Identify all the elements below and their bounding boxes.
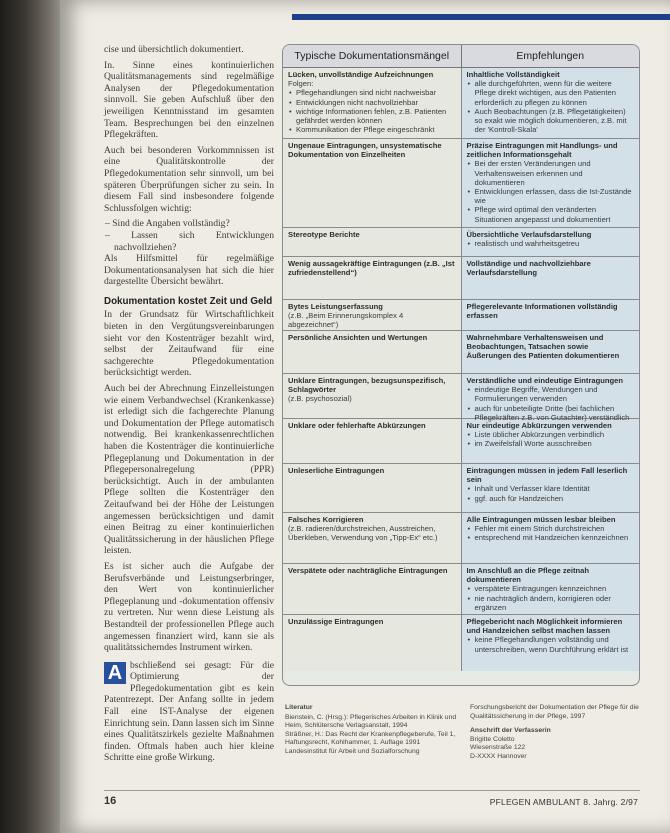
table-row <box>283 564 639 615</box>
cell-bullet: • im Zweifelsfall Worte ausschreiben <box>467 439 635 448</box>
recommendation-cell <box>462 300 640 330</box>
defect-cell <box>283 564 462 614</box>
cell-bullet: • ggf. auch für Handzeichen <box>467 494 635 503</box>
cell-heading: Verspätete oder nachträgliche Eintragungen <box>288 566 448 575</box>
cell-heading: Stereotype Berichte <box>288 230 360 239</box>
cell-bullet: • entsprechend mit Handzeichen kennzeichnen <box>467 533 635 542</box>
section-paragraph-3: Es ist sicher auch die Aufgabe der Berufsverbände und Leistungserbringer, den Wert von kontinuierlicher Pflegeplanung und -dokumentation offensiv zu vertreten. Nur wenn diese Leistung als Bestandteil der professionellen Pflege auch angemessen finanziert wird, kann sie als qualitätssicherndes Instrument wirken. <box>104 560 274 654</box>
recommendation-cell <box>462 331 640 373</box>
cell-bullet: • verspätete Eintragungen kennzeichnen <box>467 584 635 593</box>
cell-heading: Wenig aussagekräftige Eintragungen (z.B. „Ist zufriedenstellend“) <box>288 259 455 278</box>
section-paragraph-1: In der Grundsatz für Wirtschaftlichkeit bieten in den Vergütungsvereinbarungen sieht vor den Kostenträger bezahlt wird, selbst der Zeitaufwand für eine sachgerechte Pflegedokumentation berücksichtigt werden. <box>104 309 274 379</box>
recommendation-cell <box>462 513 640 563</box>
cell-bullet: • Pflegehandlungen sind nicht nachweisbar <box>288 88 456 97</box>
author-city: D-XXXX Hannover <box>470 752 527 760</box>
literature-item: Bienstein, C. (Hrsg.): Pflegerisches Arbeiten in Klinik und Heim, Schlütersche Verlagsanstalt, 1994 <box>285 713 457 730</box>
cell-heading: Übersichtliche Verlaufsdarstellung <box>466 230 592 239</box>
cell-bullet: • eindeutige Begriffe, Wendungen und Formulierungen verwenden <box>467 385 635 403</box>
cell-heading: Nur eindeutige Abkürzungen verwenden <box>466 421 612 430</box>
defect-cell <box>283 513 462 563</box>
literature-title: Literatur <box>285 704 313 711</box>
defect-cell <box>283 464 462 512</box>
literature-box <box>285 704 461 757</box>
section-heading: Dokumentation kostet Zeit und Geld <box>104 295 273 307</box>
cell-heading: Falsches Korrigieren <box>288 515 364 524</box>
recommendation-cell <box>462 68 640 138</box>
defect-cell <box>283 419 462 463</box>
cell-heading: Persönliche Ansichten und Wertungen <box>288 333 428 342</box>
footer-rule <box>104 790 640 791</box>
recommendation-cell <box>462 419 640 463</box>
running-title: PFLEGEN AMBULANT 8. Jahrg. 2/97 <box>489 797 638 807</box>
table-row <box>283 419 639 464</box>
defect-cell <box>283 257 462 299</box>
cell-heading: Unklare Eintragungen, bezugsunspezifisch, Schlagwörter <box>288 376 446 395</box>
header-defects: Typische Dokumentationsmängel <box>283 45 462 68</box>
table-row <box>283 374 639 422</box>
table-row <box>283 615 639 671</box>
author-street: Wiesenstraße 122 <box>470 744 526 752</box>
table-row <box>283 257 639 300</box>
cell-heading: Wahrnehmbare Verhaltensweisen und Beobachtungen, Tatsachen sowie Äußerungen des Patienten dokumentieren <box>466 333 620 361</box>
cell-bullet: • nie nachträglich ändern, korrigieren oder ergänzen <box>467 594 635 612</box>
question-bullet-1: – Sind die Angaben vollständig? <box>105 218 230 230</box>
recommendation-cell <box>462 564 640 614</box>
cell-bullet: • Auch Beobachtungen (z.B. Pflegetätigkeiten) so exakt wie möglich dokumentieren, z.B. mit der 'Kontroll-Skala' <box>467 107 635 135</box>
recommendation-cell <box>462 139 640 227</box>
recommendation-cell <box>462 374 640 422</box>
defect-cell <box>283 331 462 373</box>
cell-bullet: • realistisch und wahrheitsgetreu <box>467 239 635 248</box>
header-color-bar <box>292 14 670 20</box>
defect-cell <box>283 615 462 671</box>
cell-bullet: • Fehler mit einem Strich durchstreichen <box>467 524 635 533</box>
intro-paragraph-1: cise und übersichtlich dokumentiert. <box>104 44 244 55</box>
cell-bullet: • Inhalt und Verfasser klare Identität <box>467 484 635 493</box>
header-recommendations: Empfehlungen <box>462 45 640 68</box>
page-number: 16 <box>104 795 117 807</box>
table-row <box>283 139 639 228</box>
cell-heading: Alle Eintragungen müssen lesbar bleiben <box>466 515 616 524</box>
cell-heading: Unklare oder fehlerhafte Abkürzungen <box>288 421 426 430</box>
cell-subtext: (z.B. „Beim Erinnerungskomplex 4 abgezeichnet“) <box>288 311 404 330</box>
defect-cell <box>283 68 462 138</box>
recommendation-cell <box>462 615 640 671</box>
cell-heading: Vollständige und nachvollziehbare Verlaufsdarstellung <box>466 259 591 278</box>
intro-paragraph-3: Auch bei besonderen Vorkommnissen ist eine Qualitätskontrolle der Pflegedokumentation sehr sinnvoll, um bei späteren Überprüfungen sicher zu sein. In diesem Fall sind insbesondere folgende Schlussfolgen wichtig: <box>104 144 274 214</box>
cell-subtext: Folgen: <box>288 79 314 89</box>
closing-paragraph: A bschließend sei gesagt: Für die Optimierung der Pflegedokumentation gibt es kein Patentrezept. Der Anfang sollte in jedem Fall eine IST-Analyse der eigenen Einrichtung sein. Dann lassen sich im Sinne eines Qualitätszirkels gezielte Maßnahmen finden. Oftmals haben auch hier kleine Schritte eine große Wirkung. <box>104 659 274 764</box>
cell-bullet: • auch für unbeteiligte Dritte (bei fachlichen Pflegekräften z.B. von Gutachter) verständlich <box>467 404 635 422</box>
defect-cell <box>283 139 462 227</box>
defect-cell <box>283 300 462 330</box>
cell-heading: Im Anschluß an die Pflege zeitnah dokumentieren <box>466 566 590 585</box>
cell-heading: Präzise Eintragungen mit Handlungs- und zeitlichen Informationsgehalt <box>466 141 618 160</box>
cell-bullet: • Bei der ersten Veränderungen und Verhaltensweisen erkennen und dokumentieren <box>467 159 635 187</box>
drop-cap: A <box>104 662 126 684</box>
recommendation-cell <box>462 228 640 256</box>
table-row <box>283 68 639 139</box>
cell-heading: Verständliche und eindeutige Eintragungen <box>466 376 624 385</box>
cell-heading: Unzulässige Eintragungen <box>288 617 384 626</box>
cell-heading: Pflegebericht nach Möglichkeit informieren und Handzeichen selbst machen lassen <box>466 617 623 636</box>
literature-item: Landesinstitut für Arbeit und Sozialforschung <box>285 747 420 755</box>
cell-bullet: • Entwicklungen erfassen, dass die Ist-Zustände wie <box>467 187 635 205</box>
cell-bullet: • Liste üblicher Abkürzungen verbindlich <box>467 430 635 439</box>
table-header <box>283 45 639 68</box>
table-body <box>283 68 639 671</box>
cell-heading: Bytes Leistungserfassung <box>288 302 383 311</box>
cell-heading: Pflegerelevante Informationen vollständig erfassen <box>466 302 618 321</box>
author-box <box>470 704 642 762</box>
defect-cell <box>283 374 462 418</box>
cell-bullet: • wichtige Informationen fehlen, z.B. Patienten gefährdet werden können <box>288 107 456 125</box>
table-row <box>283 300 639 331</box>
section-paragraph-2: Auch bei der Abrechnung Einzelleistungen wie einem Verbandwechsel (Krankenkasse) ist erledigt sich die fachgerechte Planung und Dokumentation der Pflege automatisch notwendig. Bei krankenkassenrechtlichen haben die Kostenträger die kontinuierliche Pflegeplanung und Dokumentation in der Pflegepersonalregelung (PPR) berücksichtigt. Auch in der ambulanten Pflege sollten die Kostenträger den Zeitaufwand bei der Höhe der Leistungen angemessen berücksichtigen und damit einen Beitrag zu einer kontinuierlichen Qualitätssicherung in der häuslichen Pflege leisten. <box>104 383 274 557</box>
table-row <box>283 464 639 513</box>
cell-heading: Inhaltliche Vollständigkeit <box>466 70 560 79</box>
research-note: Forschungsbericht der Dokumentation der Pflege für die Qualitätssicherung in der Pflege, 1997 <box>470 704 639 720</box>
cell-bullet: • Kommunikation der Pflege eingeschränkt <box>288 125 456 134</box>
cell-heading: Unleserliche Eintragungen <box>288 466 385 475</box>
cell-subtext: (z.B. radieren/durchstreichen, Ausstreichen, Überkleben, Verwendung von „Tipp-Ex“ etc.) <box>288 524 438 543</box>
cell-heading: Ungenaue Eintragungen, unsystematische Dokumentation von Einzelheiten <box>288 141 442 160</box>
cell-bullet: • Entwicklungen nicht nachvollziehbar <box>288 98 456 107</box>
author-name: Brigitte Coletto <box>470 735 515 743</box>
table-row <box>283 513 639 564</box>
question-bullet-2: – Lassen sich Entwicklungen nachvollziehen? <box>105 229 274 253</box>
defect-cell <box>283 228 462 256</box>
literature-item: Sträßner, H.: Das Recht der Krankenpflegeberufe, Teil 1, Haftungsrecht, Kohlhammer, 1. Auflage 1991 <box>285 730 456 747</box>
cell-bullet: • keine Pflegehandlungen vollständig und unterschreiben, wenn Durchführung erklärt ist <box>467 635 635 653</box>
recommendation-cell <box>462 464 640 512</box>
table-row <box>283 331 639 374</box>
cell-heading: Lücken, unvollständige Aufzeichnungen <box>288 70 434 79</box>
cell-bullet: • alle durchgeführten, wenn für die weitere Pflege direkt wichtigen, aus den Patienten erforderlich zu pflegen zu können <box>467 79 635 107</box>
article-text-column <box>104 44 274 768</box>
cell-bullet: • Pflege wird optimal den veränderten Situationen angepasst und dokumentiert <box>467 205 635 223</box>
documentation-table <box>282 44 640 686</box>
recommendation-cell <box>462 257 640 299</box>
cell-subtext: (z.B. psychosozial) <box>288 394 352 404</box>
cell-heading: Eintragungen müssen in jedem Fall leserlich sein <box>466 466 628 485</box>
author-heading: Anschrift der Verfasserin <box>470 727 551 735</box>
after-bullets-paragraph: Als Hilfsmittel für regelmäßige Dokumentationsanalysen hat sich die hier dargestellte Übersicht bewährt. <box>104 253 274 288</box>
intro-paragraph-2: In. Sinne eines kontinuierlichen Qualitätsmanagements sind regelmäßige Analysen der Pflegedokumentation sinnvoll. Sie geben Aufschluß über den jeweiligen Kenntnisstand im gesamten Team. Besprechungen bei den einzelnen Pflegekräften. <box>104 59 274 141</box>
table-row <box>283 228 639 257</box>
